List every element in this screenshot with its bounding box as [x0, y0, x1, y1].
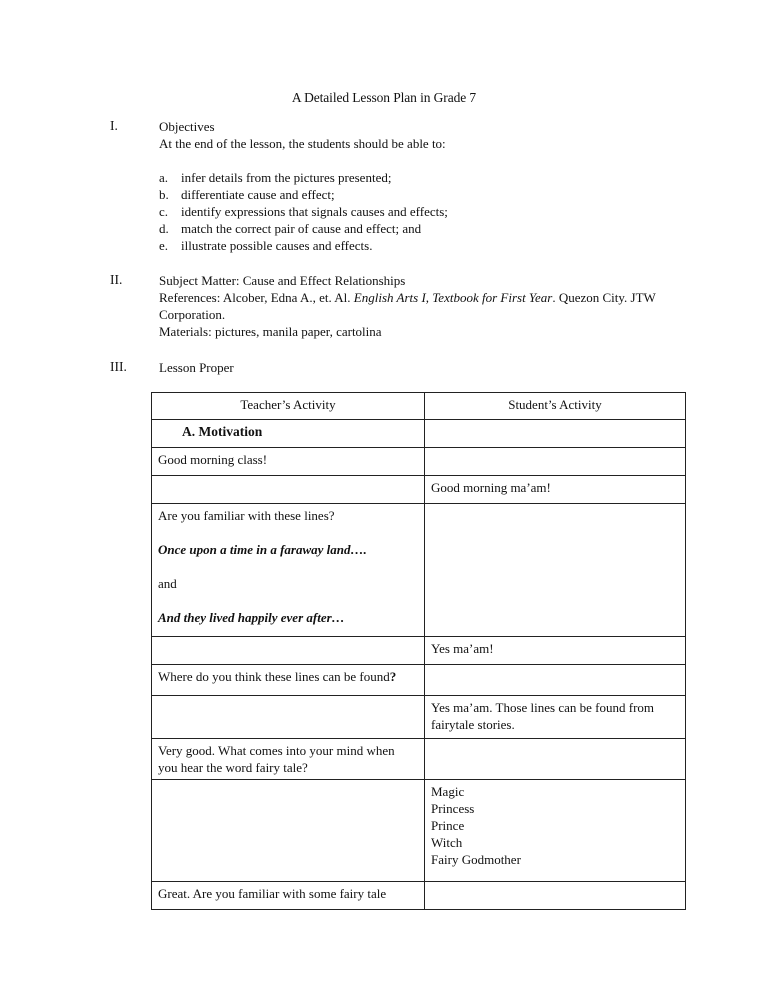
subject-matter: Subject Matter: Cause and Effect Relationships — [159, 273, 406, 288]
section-a-motivation: A. Motivation — [152, 420, 425, 448]
lesson-table — [151, 392, 686, 910]
teacher-cell: Good morning class! — [152, 448, 425, 476]
student-text: fairytale stories. — [431, 717, 515, 732]
references — [159, 289, 656, 306]
section-numeral-objectives: I. — [110, 118, 118, 133]
student-cell — [425, 780, 686, 882]
objectives-intro: At the end of the lesson, the students should be able to: — [159, 136, 446, 151]
teacher-cell — [152, 665, 425, 696]
student-text: Princess — [431, 801, 475, 816]
table-row — [152, 637, 686, 665]
objective-letter: e. — [159, 238, 169, 253]
teacher-text: Are you familiar with these lines? — [158, 508, 335, 523]
objective-letter: a. — [159, 170, 169, 185]
document-title: A Detailed Lesson Plan in Grade 7 — [291, 90, 477, 105]
subject-section — [159, 272, 656, 340]
section-numeral-lesson: III. — [110, 359, 127, 374]
empty-cell — [425, 420, 686, 448]
objective-letter: c. — [159, 204, 169, 219]
teacher-cell — [152, 739, 425, 780]
references-suffix: . Quezon City. JTW — [552, 290, 656, 305]
empty-cell — [425, 504, 686, 637]
student-cell: Yes ma’am! — [425, 637, 686, 665]
student-cell: Good morning ma’am! — [425, 476, 686, 504]
teacher-text: you hear the word fairy tale? — [158, 760, 308, 775]
table-row — [152, 476, 686, 504]
student-text: Yes ma’am. Those lines can be found from — [431, 700, 655, 715]
teacher-text: Where do you think these lines can be found — [158, 669, 390, 684]
objective-letter: d. — [159, 221, 169, 236]
table-row — [152, 780, 686, 882]
empty-cell — [152, 696, 425, 739]
table-row — [152, 882, 686, 910]
table-row — [152, 696, 686, 739]
objective-letter: b. — [159, 187, 169, 202]
objective-item — [159, 203, 448, 220]
table-row — [152, 504, 686, 637]
table-header-row — [152, 393, 686, 420]
objective-item — [159, 169, 448, 186]
student-text: Prince — [431, 818, 465, 833]
materials: Materials: pictures, manila paper, cartolina — [159, 324, 382, 339]
table-row — [152, 665, 686, 696]
teacher-text: Very good. What comes into your mind when — [158, 743, 395, 758]
references-prefix: References: Alcober, Edna A., et. Al. — [159, 290, 354, 305]
teacher-text-bold: ? — [389, 669, 397, 684]
objective-text: infer details from the pictures presented; — [181, 170, 392, 185]
objective-item — [159, 237, 448, 254]
teacher-activity-header: Teacher’s Activity — [152, 393, 425, 420]
objective-text: identify expressions that signals causes and effects; — [181, 204, 448, 219]
teacher-text-bold-italic: Once upon a time in a faraway land…. — [158, 542, 367, 557]
objective-text: differentiate cause and effect; — [181, 187, 335, 202]
student-cell — [425, 696, 686, 739]
empty-cell — [425, 739, 686, 780]
empty-cell — [152, 780, 425, 882]
empty-cell — [425, 448, 686, 476]
teacher-text: and — [158, 576, 177, 591]
table-row — [152, 448, 686, 476]
student-text: Fairy Godmother — [431, 852, 521, 867]
teacher-text-bold-italic: And they lived happily ever after… — [158, 610, 345, 625]
student-text: Magic — [431, 784, 465, 799]
objectives-heading: Objectives — [159, 119, 215, 134]
references-line2: Corporation. — [159, 307, 226, 322]
section-numeral-subject: II. — [110, 272, 123, 287]
student-activity-header: Student’s Activity — [425, 393, 686, 420]
empty-cell — [152, 637, 425, 665]
table-row — [152, 739, 686, 780]
references-title: English Arts I, Textbook for First Year — [353, 290, 553, 305]
student-text: Witch — [431, 835, 463, 850]
objective-text: illustrate possible causes and effects. — [181, 238, 373, 253]
lesson-proper-heading: Lesson Proper — [159, 360, 234, 375]
teacher-cell — [152, 504, 425, 637]
objective-item — [159, 220, 448, 237]
objectives-section — [159, 118, 446, 152]
objectives-list — [159, 169, 448, 254]
empty-cell — [152, 476, 425, 504]
objective-text: match the correct pair of cause and effect; and — [181, 221, 422, 236]
teacher-cell: Great. Are you familiar with some fairy tale — [152, 882, 425, 910]
empty-cell — [425, 665, 686, 696]
empty-cell — [425, 882, 686, 910]
objective-item — [159, 186, 448, 203]
table-row — [152, 420, 686, 448]
